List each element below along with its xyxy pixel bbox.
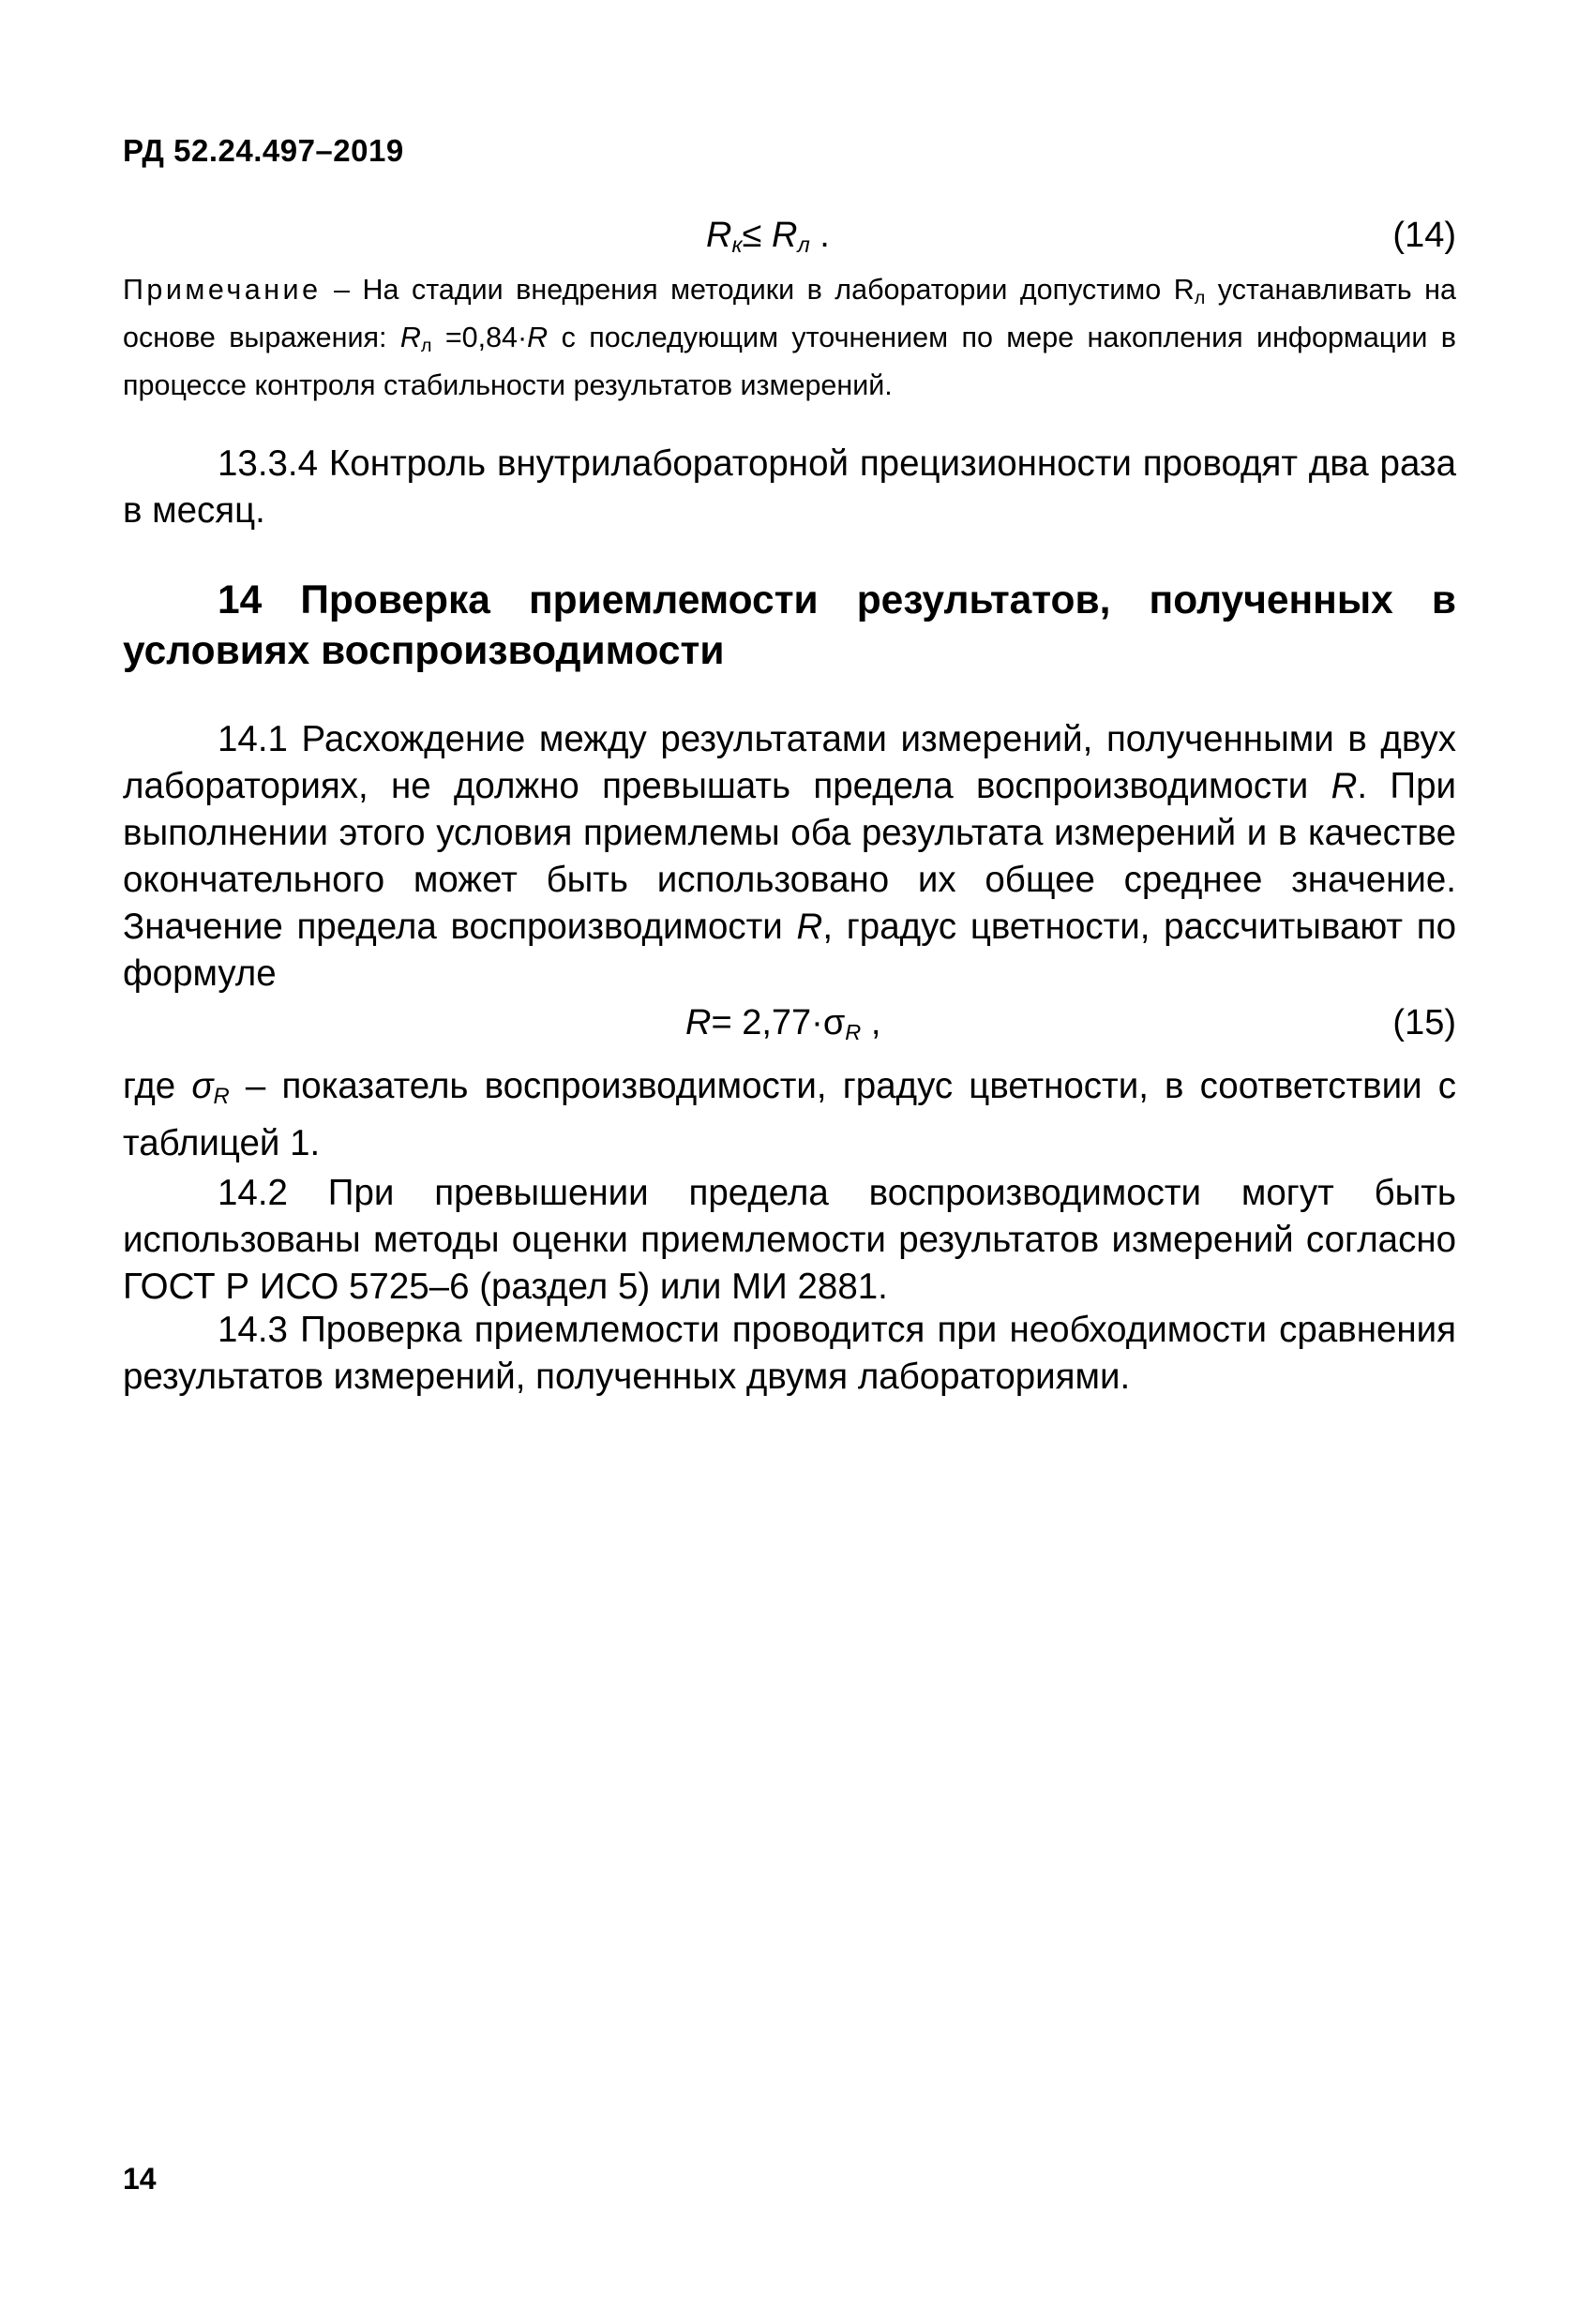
formula-14-lhs-sub: к: [731, 232, 743, 257]
formula-15-sigma: σ: [822, 1003, 846, 1042]
formula-14-expression: [706, 216, 830, 258]
where-sigma-sub: R: [213, 1083, 230, 1109]
formula-14-number: (14): [1392, 216, 1456, 255]
note: [123, 270, 1456, 405]
page-number: 14: [123, 2162, 157, 2196]
where-text: – показатель воспроизводимости, градус цветности, в соответствии с таблицей 1.: [123, 1066, 1456, 1163]
formula-14-operator: ≤: [742, 216, 772, 255]
note-label: Примечание: [123, 274, 322, 306]
formula-14-lhs: R: [706, 216, 732, 255]
formula-14: [123, 216, 1456, 262]
formula-14-rhs: R: [772, 216, 798, 255]
note-r-var-2: R: [527, 321, 549, 353]
formula-15-tail: ,: [861, 1003, 881, 1042]
formula-15-sigma-sub: R: [845, 1019, 862, 1044]
formula-15-number: (15): [1392, 1003, 1456, 1042]
paragraph-13-3-4: 13.3.4 Контроль внутрилабораторной прецизионности проводят два раза в месяц.: [123, 443, 1456, 531]
formula-15-eq: = 2,77·: [711, 1003, 823, 1042]
para-14-1-r-var-2: R: [796, 907, 823, 947]
section-14-title: 14 Проверка приемлемости результатов, полученных в условиях воспроизводимости: [123, 578, 1456, 673]
formula-15-lhs: R: [685, 1003, 712, 1042]
running-head: РД 52.24.497–2019: [123, 133, 404, 168]
note-r-var: R: [399, 321, 421, 353]
paragraph-14-3: 14.3 Проверка приемлемости проводится при необходимости сравнения результатов измерений, полученных двумя лабораториями.: [123, 1310, 1456, 1397]
formula-15-expression: [685, 1003, 880, 1045]
note-sub-b: л: [420, 335, 432, 356]
para-14-1-r-var: R: [1331, 766, 1358, 806]
note-text-d: с последующим уточнением по мере накопления информации в процессе контроля стабильности результатов измерений.: [123, 321, 1456, 401]
note-text-a: – На стадии внедрения методики в лаборатории допустимо R: [321, 274, 1195, 306]
para-14-1-text-a: 14.1 Расхождение между результатами измерений, полученными в двух лабораториях, не должно превышать предела воспроизводимости: [123, 719, 1456, 806]
formula-15: [123, 1003, 1456, 1050]
where-sigma: σ: [191, 1066, 214, 1106]
note-text-b: устанавливать на основе выражения:: [123, 274, 1456, 353]
para-14-1-text-b: . При выполнении этого условия приемлемы оба результата измерений и в качестве окончательного может быть использовано их общее среднее значение. Значение предела воспроизводимости: [123, 766, 1457, 947]
formula-15-explanation: [123, 1063, 1456, 1167]
formula-14-rhs-sub: л: [797, 232, 810, 257]
paragraph-14-2: 14.2 При превышении предела воспроизводимости могут быть использованы методы оценки приемлемости результатов измерений согласно ГОСТ Р ИСО 5725–6 (раздел 5) или МИ 2881.: [123, 1173, 1456, 1307]
paragraph-14-1: [123, 716, 1456, 997]
note-sub-a: л: [1194, 287, 1206, 308]
where-prefix: где: [123, 1066, 192, 1106]
note-text-c: =0,84·: [431, 321, 528, 353]
formula-14-tail: .: [809, 216, 830, 255]
para-14-1-text-c: , градус цветности, рассчитывают по формуле: [123, 907, 1456, 994]
